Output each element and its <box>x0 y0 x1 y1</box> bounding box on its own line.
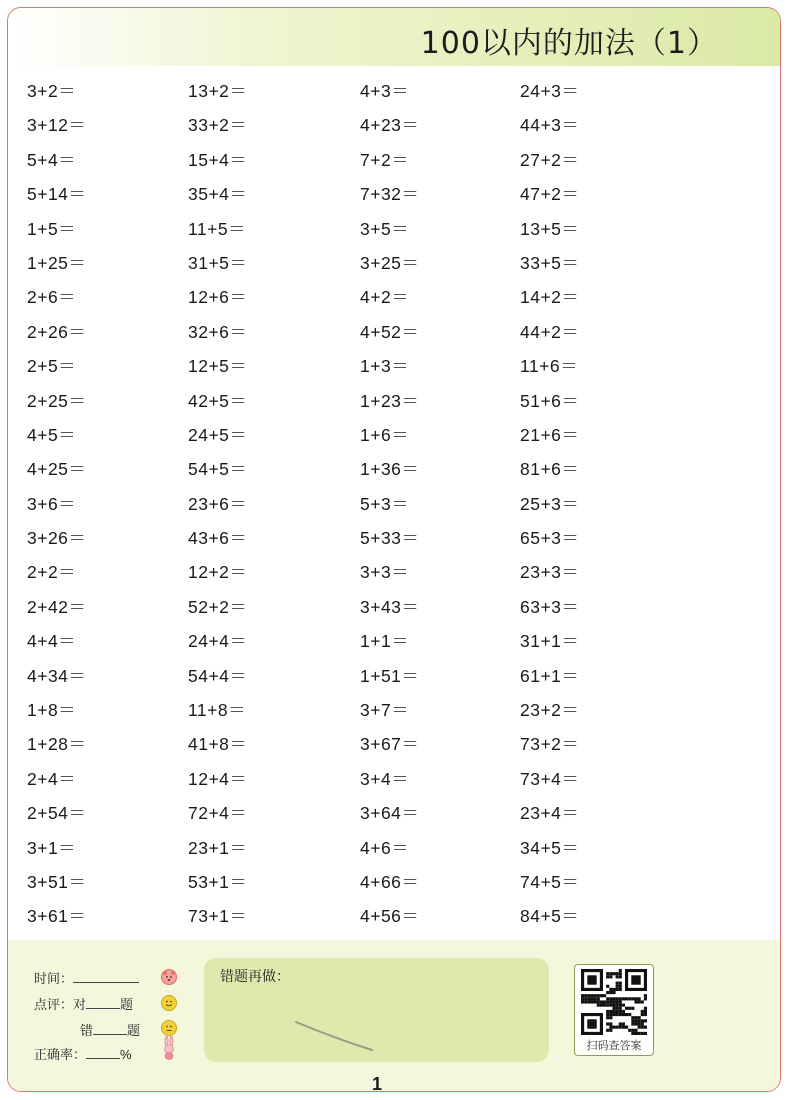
problem-item: 31+5＝ <box>188 252 248 273</box>
problem-item: 4+66＝ <box>360 871 420 892</box>
problem-item: 1+28＝ <box>27 734 87 755</box>
problem-item: 52+2＝ <box>188 596 248 617</box>
problem-item: 12+5＝ <box>188 356 248 377</box>
problem-row <box>8 246 780 280</box>
problem-row <box>8 590 780 624</box>
problem-item: 3+4＝ <box>360 768 410 789</box>
problem-item: 32+6＝ <box>188 321 248 342</box>
problem-row <box>8 349 780 383</box>
review-row-correct <box>34 994 133 1013</box>
problem-item: 84+5＝ <box>520 906 580 927</box>
review-label: 点评： <box>34 997 74 1012</box>
problem-item: 54+4＝ <box>188 665 248 686</box>
problem-item: 4+4＝ <box>27 631 77 652</box>
problem-item: 5+14＝ <box>27 184 87 205</box>
problem-item: 1+23＝ <box>360 390 420 411</box>
problem-item: 1+36＝ <box>360 459 420 480</box>
problem-item: 23+2＝ <box>520 700 580 721</box>
problem-item: 3+2＝ <box>27 81 77 101</box>
problem-row <box>8 865 780 899</box>
problem-item: 1+6＝ <box>360 424 410 445</box>
problem-item: 53+1＝ <box>188 871 248 892</box>
problem-row <box>8 693 780 727</box>
problem-item: 73+1＝ <box>188 906 248 927</box>
problem-item: 11+5＝ <box>188 218 247 239</box>
problem-item: 41+8＝ <box>188 734 248 755</box>
problem-row <box>8 315 780 349</box>
problem-item: 35+4＝ <box>188 184 248 205</box>
time-label: 时间： <box>34 971 74 986</box>
problem-row <box>8 899 780 933</box>
problem-item: 13+5＝ <box>520 218 580 239</box>
problem-item: 23+3＝ <box>520 562 580 583</box>
problem-row <box>8 74 780 108</box>
problem-item: 4+34＝ <box>27 665 87 686</box>
problem-row <box>8 418 780 452</box>
problem-item: 2+42＝ <box>27 596 87 617</box>
neutral-face-icon <box>161 1020 177 1036</box>
review-row-wrong <box>80 1020 140 1039</box>
problem-row <box>8 624 780 658</box>
problem-item: 15+4＝ <box>188 149 248 170</box>
problem-item: 23+1＝ <box>188 837 248 858</box>
problem-item: 3+64＝ <box>360 803 420 824</box>
accuracy-label: 正确率： <box>34 1047 87 1062</box>
problem-item: 3+12＝ <box>27 115 87 136</box>
title-bar <box>8 8 780 66</box>
redo-box[interactable] <box>204 958 549 1062</box>
problem-item: 27+2＝ <box>520 149 580 170</box>
bunny-icon <box>162 1036 176 1065</box>
problem-item: 47+2＝ <box>520 184 580 205</box>
problem-grid <box>8 74 780 934</box>
problem-item: 1+25＝ <box>27 252 87 273</box>
problem-item: 54+5＝ <box>188 459 248 480</box>
problem-item: 61+1＝ <box>520 665 580 686</box>
bear-face-icon <box>161 969 177 985</box>
accuracy-line[interactable] <box>86 1046 120 1059</box>
problem-item: 12+2＝ <box>188 562 248 583</box>
wrong-label: 错 <box>80 1023 94 1038</box>
problem-item: 2+6＝ <box>27 287 77 308</box>
problem-item: 2+2＝ <box>27 562 77 583</box>
problem-item: 12+6＝ <box>188 287 248 308</box>
problem-item: 3+1＝ <box>27 837 77 858</box>
time-row <box>34 968 139 987</box>
redo-label: 错题再做： <box>220 968 290 984</box>
problem-row <box>8 521 780 555</box>
qr-code <box>581 969 647 1035</box>
footer-panel <box>8 940 780 1092</box>
qr-code-panel[interactable] <box>574 964 654 1056</box>
problem-item: 4+5＝ <box>27 424 77 445</box>
problem-item: 2+4＝ <box>27 768 77 789</box>
problem-item: 12+4＝ <box>188 768 248 789</box>
percent-sign: % <box>120 1047 132 1062</box>
problem-item: 13+2＝ <box>188 81 248 101</box>
problem-item: 1+8＝ <box>27 700 77 721</box>
problem-item: 5+4＝ <box>27 149 77 170</box>
problem-row <box>8 280 780 314</box>
problem-item: 44+2＝ <box>520 321 580 342</box>
problem-item: 33+5＝ <box>520 252 580 273</box>
problem-item: 5+33＝ <box>360 528 420 549</box>
problem-item: 65+3＝ <box>520 528 580 549</box>
problem-item: 2+25＝ <box>27 390 87 411</box>
problem-item: 63+3＝ <box>520 596 580 617</box>
problem-item: 24+3＝ <box>520 81 580 101</box>
smiley-face-icon <box>161 995 177 1011</box>
page-number: 1 <box>372 1074 383 1092</box>
problem-item: 3+7＝ <box>360 700 410 721</box>
problem-row <box>8 831 780 865</box>
problem-row <box>8 796 780 830</box>
problem-item: 81+6＝ <box>520 459 580 480</box>
problem-item: 7+2＝ <box>360 149 410 170</box>
problem-item: 4+3＝ <box>360 81 410 101</box>
problem-item: 3+67＝ <box>360 734 420 755</box>
problem-item: 73+2＝ <box>520 734 580 755</box>
problem-item: 4+52＝ <box>360 321 420 342</box>
problem-item: 42+5＝ <box>188 390 248 411</box>
problem-item: 25+3＝ <box>520 493 580 514</box>
problem-item: 2+26＝ <box>27 321 87 342</box>
problem-item: 4+2＝ <box>360 287 410 308</box>
problem-item: 3+51＝ <box>27 871 87 892</box>
correct-label: 对 <box>73 997 87 1012</box>
problem-item: 72+4＝ <box>188 803 248 824</box>
correct-count-line[interactable] <box>86 996 120 1009</box>
page-title: 100以内的加法（1） <box>420 26 718 61</box>
time-answer-line[interactable] <box>73 970 139 983</box>
problem-item: 4+56＝ <box>360 906 420 927</box>
problem-item: 31+1＝ <box>520 631 580 652</box>
problem-row <box>8 108 780 142</box>
accuracy-row <box>34 1044 132 1063</box>
problem-item: 74+5＝ <box>520 871 580 892</box>
pencil-mark <box>294 1018 384 1058</box>
problem-row <box>8 727 780 761</box>
problem-item: 33+2＝ <box>188 115 248 136</box>
problem-item: 23+4＝ <box>520 803 580 824</box>
qr-label: 扫码查答案 <box>586 1040 642 1052</box>
problem-item: 11+6＝ <box>520 356 579 377</box>
problem-row <box>8 487 780 521</box>
problem-item: 3+5＝ <box>360 218 410 239</box>
problem-item: 3+61＝ <box>27 906 87 927</box>
problem-item: 1+5＝ <box>27 218 77 239</box>
worksheet-page <box>7 7 781 1092</box>
wrong-count-line[interactable] <box>93 1022 127 1035</box>
problem-item: 23+6＝ <box>188 493 248 514</box>
problem-item: 3+26＝ <box>27 528 87 549</box>
problem-item: 4+23＝ <box>360 115 420 136</box>
problem-item: 34+5＝ <box>520 837 580 858</box>
problem-item: 3+3＝ <box>360 562 410 583</box>
correct-unit: 题 <box>120 997 134 1012</box>
problem-item: 3+25＝ <box>360 252 420 273</box>
problem-item: 24+5＝ <box>188 424 248 445</box>
problem-item: 1+51＝ <box>360 665 420 686</box>
wrong-unit: 题 <box>127 1023 141 1038</box>
problem-row <box>8 384 780 418</box>
problem-item: 1+3＝ <box>360 356 410 377</box>
problem-item: 2+5＝ <box>27 356 77 377</box>
problem-row <box>8 659 780 693</box>
problem-item: 1+1＝ <box>360 631 410 652</box>
problem-item: 2+54＝ <box>27 803 87 824</box>
problem-item: 73+4＝ <box>520 768 580 789</box>
problem-item: 51+6＝ <box>520 390 580 411</box>
problem-item: 5+3＝ <box>360 493 410 514</box>
problem-row <box>8 177 780 211</box>
problem-row <box>8 212 780 246</box>
problem-row <box>8 143 780 177</box>
problem-item: 3+6＝ <box>27 493 77 514</box>
problem-row <box>8 452 780 486</box>
problem-item: 44+3＝ <box>520 115 580 136</box>
problem-item: 4+6＝ <box>360 837 410 858</box>
problem-item: 3+43＝ <box>360 596 420 617</box>
problem-row <box>8 762 780 796</box>
problem-item: 11+8＝ <box>188 700 247 721</box>
problem-item: 43+6＝ <box>188 528 248 549</box>
problem-item: 24+4＝ <box>188 631 248 652</box>
problem-item: 14+2＝ <box>520 287 580 308</box>
problem-item: 4+25＝ <box>27 459 87 480</box>
problem-item: 21+6＝ <box>520 424 580 445</box>
problem-row <box>8 555 780 589</box>
problem-item: 7+32＝ <box>360 184 420 205</box>
